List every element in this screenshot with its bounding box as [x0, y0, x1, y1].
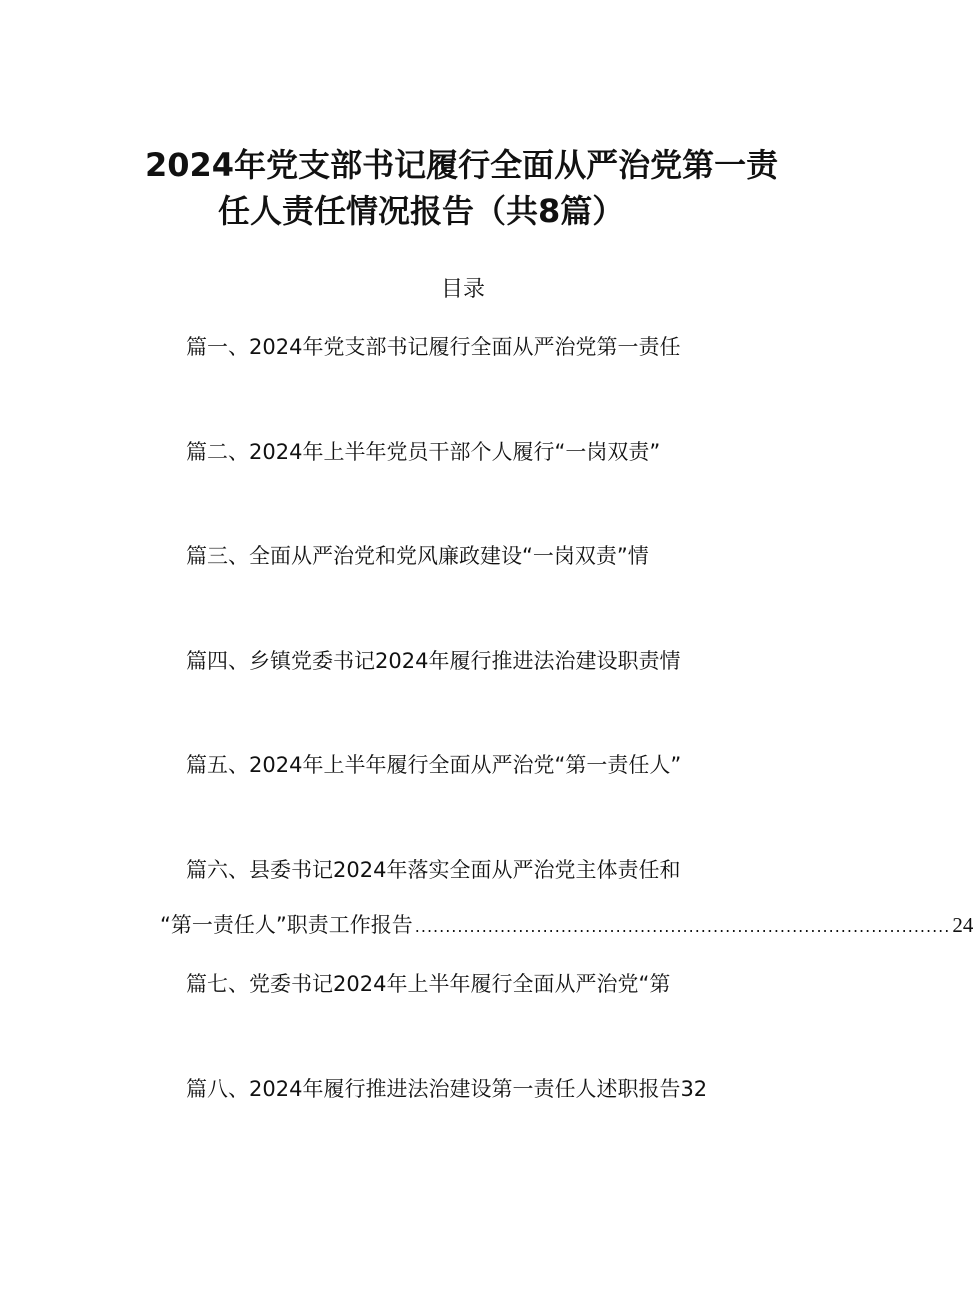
toc-entry-5[interactable]: 篇五、2024年上半年履行全面从严治党“第一责任人”: [186, 753, 682, 777]
toc-entry-6-continuation[interactable]: [160, 909, 973, 939]
document-title-line-1: 2024年党支部书记履行全面从严治党第一责: [145, 146, 779, 184]
toc-entry-1[interactable]: 篇一、2024年党支部书记履行全面从严治党第一责任: [186, 335, 681, 359]
toc-entry-6[interactable]: 篇六、县委书记2024年落实全面从严治党主体责任和: [186, 858, 681, 882]
toc-heading: 目录: [441, 277, 486, 302]
toc-entry-6-continuation-text: “第一责任人”职责工作报告: [160, 913, 413, 937]
toc-entry-8[interactable]: 篇八、2024年履行推进法治建设第一责任人述职报告32: [186, 1077, 708, 1101]
toc-dot-leader: ........................................................................................: [414, 917, 951, 936]
toc-entry-3[interactable]: 篇三、全面从严治党和党风廉政建设“一岗双责”情: [186, 544, 649, 568]
toc-entry-4[interactable]: 篇四、乡镇党委书记2024年履行推进法治建设职责情: [186, 649, 681, 673]
toc-page-number: 24: [952, 913, 973, 937]
toc-entry-2[interactable]: 篇二、2024年上半年党员干部个人履行“一岗双责”: [186, 440, 661, 464]
document-title-line-2: 任人责任情况报告（共8篇）: [218, 192, 625, 230]
toc-entry-7[interactable]: 篇七、党委书记2024年上半年履行全面从严治党“第: [186, 972, 671, 996]
